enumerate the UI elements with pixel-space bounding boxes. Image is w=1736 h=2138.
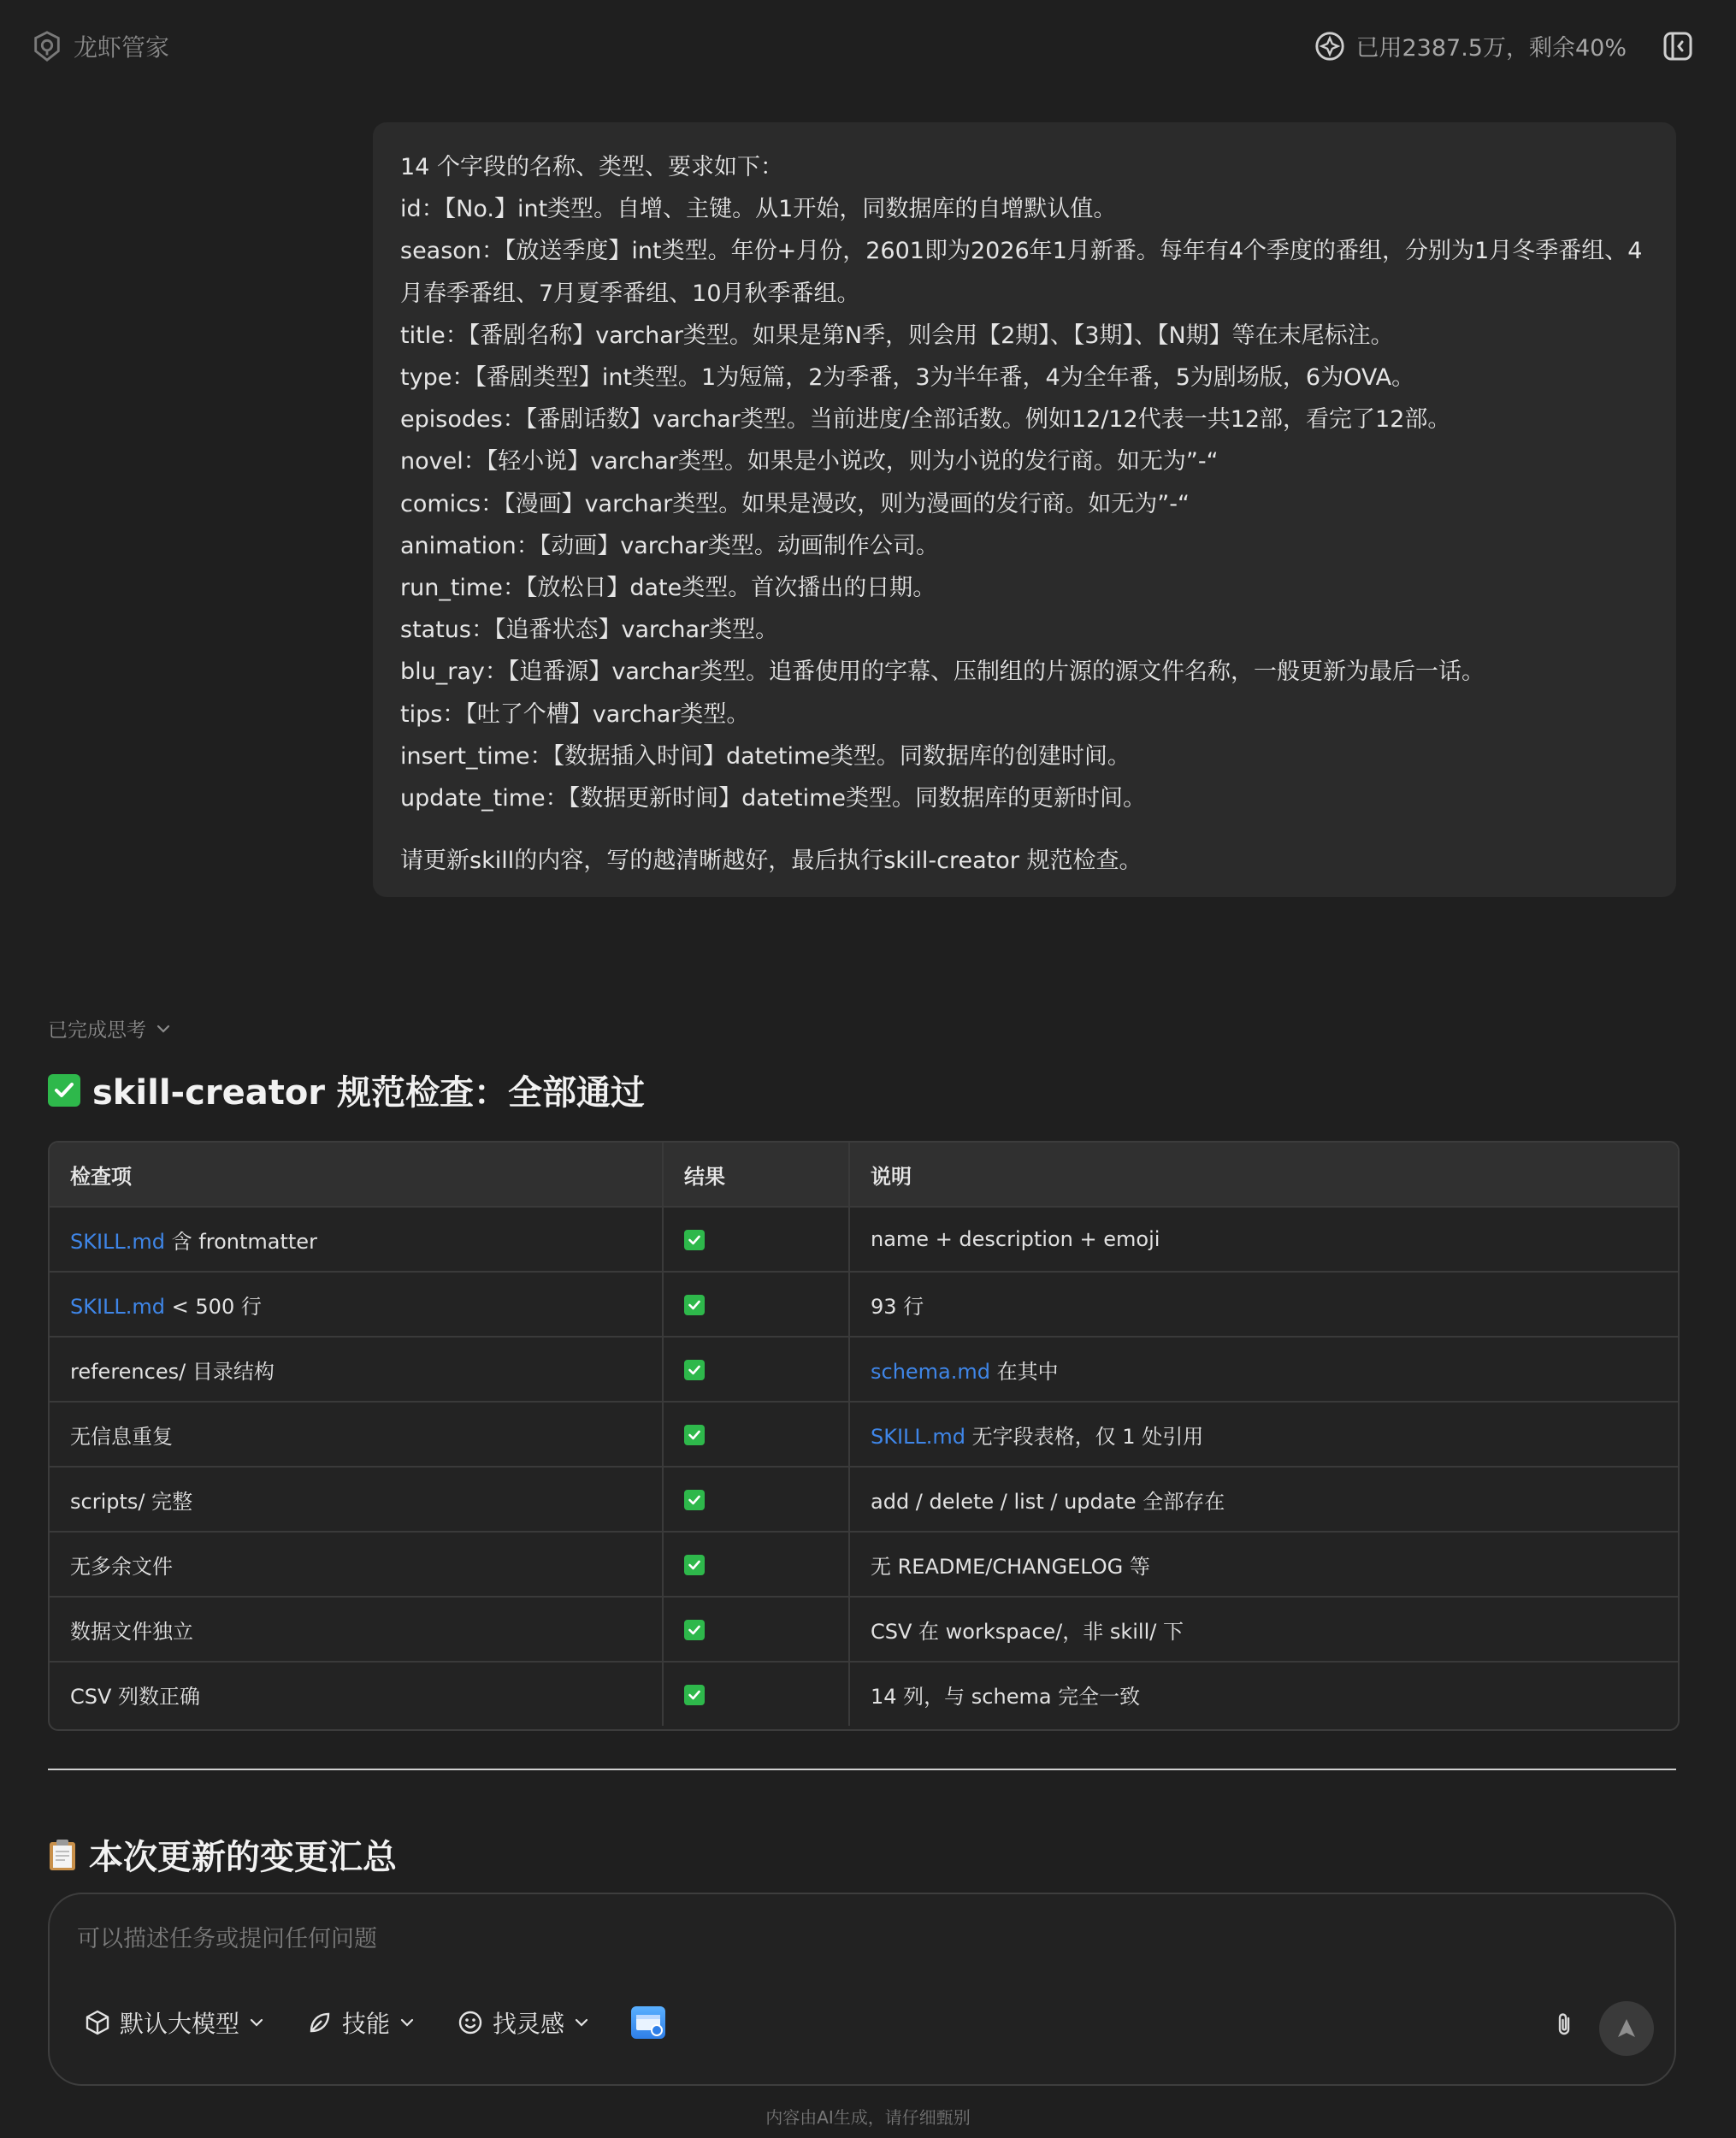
message-line: id：【No.】int类型。自增、主键。从1开始，同数据库的自增默认值。 <box>400 196 1117 223</box>
message-line: status：【追番状态】varchar类型。 <box>400 617 779 644</box>
check-mark-icon <box>684 1360 705 1380</box>
table-header-row <box>50 1143 1678 1207</box>
result-cell <box>663 1467 849 1532</box>
check-item-text: CSV 列数正确 <box>70 1684 201 1709</box>
description-cell <box>849 1272 1678 1337</box>
check-item-cell <box>50 1467 663 1532</box>
check-item-cell <box>50 1402 663 1467</box>
app-name: 龙虾管家 <box>74 33 170 62</box>
message-line: title：【番剧名称】varchar类型。如果是第N季，则会用【2期】、【3期】、【N期】等在末尾标注。 <box>400 322 1394 349</box>
changes-heading <box>48 1830 397 1879</box>
chat-composer[interactable] <box>48 1893 1676 2086</box>
chevron-down-icon <box>248 2014 265 2031</box>
description-text: 无 README/CHANGELOG 等 <box>871 1554 1150 1579</box>
app-card-icon[interactable] <box>631 2006 665 2039</box>
paperclip-icon[interactable] <box>1550 2011 1579 2040</box>
inspire-label: 找灵感 <box>493 2010 565 2038</box>
composer-toolbar <box>84 2005 665 2040</box>
check-item-text: 无多余文件 <box>70 1554 173 1579</box>
check-mark-icon <box>684 1620 705 1640</box>
file-link[interactable]: SKILL.md <box>871 1424 966 1449</box>
send-arrow-icon <box>1614 2016 1639 2041</box>
result-cell <box>663 1662 849 1726</box>
message-line: 14 个字段的名称、类型、要求如下： <box>400 154 783 180</box>
thinking-label: 已完成思考 <box>48 1019 146 1042</box>
message-line: episodes：【番剧话数】varchar类型。当前进度/全部话数。例如12/12代表一共12部，看完了12部。 <box>400 406 1451 434</box>
description-cell <box>849 1337 1678 1402</box>
description-text: 93 行 <box>871 1294 924 1319</box>
table-row <box>50 1402 1678 1467</box>
description-cell <box>849 1532 1678 1597</box>
thinking-toggle[interactable] <box>48 1014 172 1042</box>
description-cell <box>849 1662 1678 1726</box>
table-row <box>50 1272 1678 1337</box>
smile-icon <box>457 2009 484 2036</box>
description-cell <box>849 1207 1678 1272</box>
check-mark-icon <box>684 1685 705 1705</box>
column-header: 检查项 <box>50 1143 663 1207</box>
message-line: insert_time：【数据插入时间】datetime类型。同数据库的创建时间。 <box>400 742 1131 770</box>
check-mark-icon <box>684 1295 705 1315</box>
check-item-text: 含 frontmatter <box>165 1229 317 1254</box>
table-row <box>50 1207 1678 1272</box>
message-line: update_time：【数据更新时间】datetime类型。同数据库的更新时间。 <box>400 785 1147 812</box>
result-cell <box>663 1597 849 1662</box>
usage-indicator[interactable] <box>1314 29 1627 62</box>
column-header: 结果 <box>663 1143 849 1207</box>
description-cell <box>849 1597 1678 1662</box>
chevron-down-icon <box>155 1020 172 1037</box>
clipboard-icon <box>48 1838 77 1872</box>
check-item-cell <box>50 1597 663 1662</box>
check-mark-icon <box>684 1555 705 1575</box>
table-row <box>50 1467 1678 1532</box>
check-item-text: < 500 行 <box>165 1294 262 1319</box>
message-line: type：【番剧类型】int类型。1为短篇，2为季番，3为半年番，4为全年番，5为剧场版，6为OVA。 <box>400 364 1415 392</box>
file-link[interactable]: SKILL.md <box>70 1294 166 1319</box>
file-link[interactable]: schema.md <box>871 1359 991 1384</box>
check-item-text: 数据文件独立 <box>70 1619 193 1644</box>
check-item-cell <box>50 1337 663 1402</box>
description-text: 14 列，与 schema 完全一致 <box>871 1684 1141 1709</box>
check-heading <box>48 1066 645 1114</box>
lobster-logo-icon <box>31 30 63 62</box>
skills-label: 技能 <box>342 2010 391 2038</box>
divider <box>48 1769 1676 1770</box>
check-item-cell <box>50 1532 663 1597</box>
column-header: 说明 <box>849 1143 1678 1207</box>
result-cell <box>663 1402 849 1467</box>
table-row <box>50 1532 1678 1597</box>
message-line: blu_ray：【追番源】varchar类型。追番使用的字幕、压制组的片源的源文件名称，一般更新为最后一话。 <box>400 659 1485 686</box>
model-label: 默认大模型 <box>120 2010 240 2038</box>
message-line: tips：【吐了个槽】varchar类型。 <box>400 700 750 728</box>
ai-disclaimer: 内容由AI生成，请仔细甄别 <box>765 2107 971 2128</box>
model-selector[interactable] <box>84 2005 265 2040</box>
usage-text: 已用2387.5万，剩余40% <box>1355 35 1627 62</box>
user-message-bubble <box>373 122 1676 897</box>
message-line: novel：【轻小说】varchar类型。如果是小说改，则为小说的发行商。如无为”-“ <box>400 448 1219 475</box>
check-mark-icon <box>684 1425 705 1445</box>
description-text: 无字段表格，仅 1 处引用 <box>965 1424 1204 1449</box>
description-cell <box>849 1467 1678 1532</box>
table-row <box>50 1337 1678 1402</box>
result-cell <box>663 1532 849 1597</box>
check-item-text: references/ 目录结构 <box>70 1359 275 1384</box>
message-line: run_time：【放松日】date类型。首次播出的日期。 <box>400 575 936 602</box>
result-cell <box>663 1272 849 1337</box>
table-row <box>50 1597 1678 1662</box>
check-item-text: 无信息重复 <box>70 1424 173 1449</box>
result-cell <box>663 1207 849 1272</box>
check-mark-icon <box>684 1230 705 1250</box>
inspiration-selector[interactable] <box>457 2005 590 2040</box>
check-item-cell <box>50 1272 663 1337</box>
description-text: name + description + emoji <box>871 1227 1160 1251</box>
skill-leaf-icon <box>306 2009 334 2036</box>
message-input[interactable]: 可以描述任务或提问任何问题 <box>77 1926 377 1952</box>
changes-heading-text: 本次更新的变更汇总 <box>89 1838 397 1877</box>
message-line: season：【放送季度】int类型。年份+月份，2601即为2026年1月新番。每年有4个季度的番组，分别为1月冬季番组、4月春季番组、7月夏季番组、10月秋季番组。 <box>400 238 1643 307</box>
message-closing-line: 请更新skill的内容，写的越清晰越好，最后执行skill-creator 规范检查。 <box>400 848 1143 875</box>
check-item-cell <box>50 1207 663 1272</box>
description-text: CSV 在 workspace/，非 skill/ 下 <box>871 1619 1184 1644</box>
send-button[interactable] <box>1599 2001 1654 2056</box>
check-heading-text: skill-creator 规范检查：全部通过 <box>92 1073 645 1113</box>
skills-selector[interactable] <box>306 2005 416 2040</box>
check-table <box>48 1141 1680 1731</box>
check-mark-icon <box>684 1490 705 1510</box>
check-item-text: scripts/ 完整 <box>70 1489 193 1514</box>
check-item-cell <box>50 1662 663 1726</box>
panel-toggle-icon[interactable] <box>1662 31 1693 62</box>
chevron-down-icon <box>399 2014 416 2031</box>
cube-icon <box>84 2009 111 2036</box>
check-mark-icon <box>48 1074 80 1107</box>
description-cell <box>849 1402 1678 1467</box>
message-line: comics：【漫画】varchar类型。如果是漫改，则为漫画的发行商。如无为”-“ <box>400 490 1190 517</box>
top-bar <box>0 0 1736 96</box>
table-row <box>50 1662 1678 1726</box>
description-text: add / delete / list / update 全部存在 <box>871 1489 1225 1514</box>
result-cell <box>663 1337 849 1402</box>
chevron-down-icon <box>573 2014 590 2031</box>
sparkle-credit-icon <box>1314 30 1346 62</box>
brand <box>31 29 169 63</box>
description-text: 在其中 <box>990 1359 1059 1384</box>
message-line: animation：【动画】varchar类型。动画制作公司。 <box>400 532 939 559</box>
file-link[interactable]: SKILL.md <box>70 1229 166 1254</box>
